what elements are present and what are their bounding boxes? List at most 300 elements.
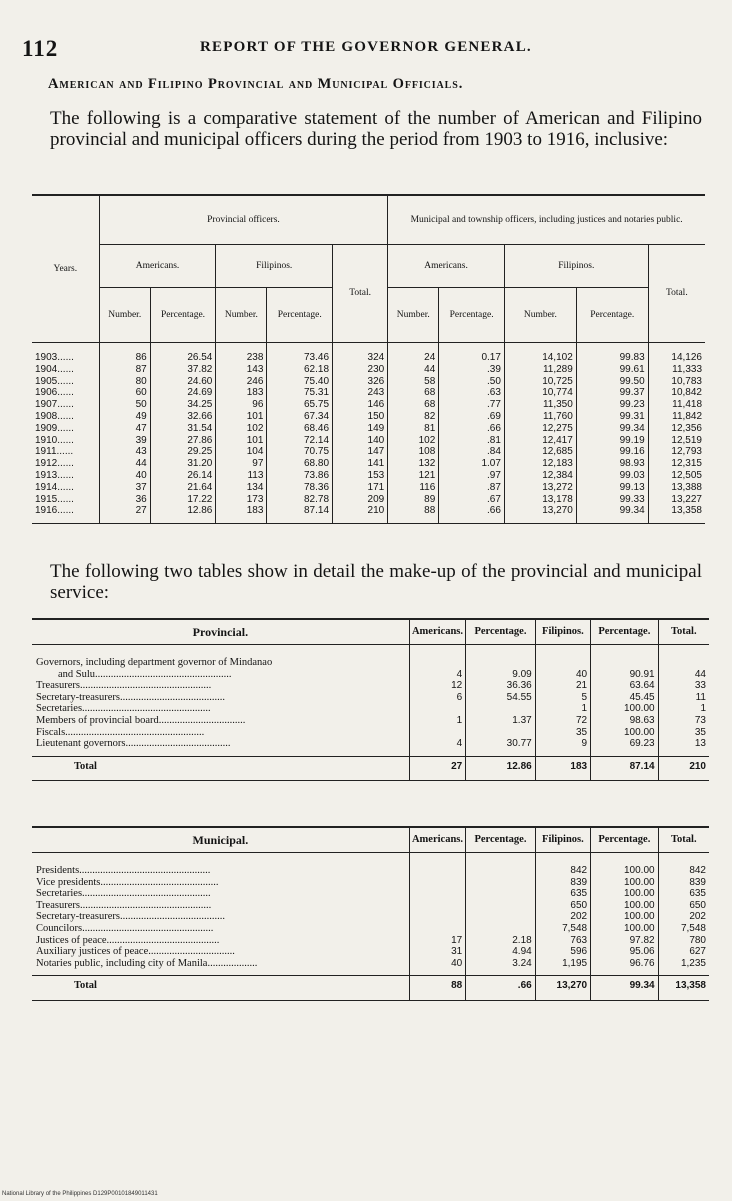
table-cell: 99.61 xyxy=(619,363,645,375)
table-cell: 202 xyxy=(689,911,706,923)
provincial-header: Provincial. xyxy=(32,619,409,645)
row-label: Auxiliary justices of peace................................. xyxy=(36,946,235,958)
page-number: 112 xyxy=(22,36,59,61)
table-cell: 210 xyxy=(367,505,385,517)
provincial-service-table xyxy=(32,618,709,781)
table-cell: 44 xyxy=(424,363,436,375)
mun-total-col-header: Total. xyxy=(658,827,709,853)
prov-am-number-column xyxy=(99,343,150,524)
table-cell: 1,195 xyxy=(562,957,588,969)
row-label: Governors, including department governor of Mindanao xyxy=(36,657,273,668)
table-cell: 27.86 xyxy=(187,434,213,446)
table-cell: 99.34 xyxy=(619,422,645,434)
table-cell: 12,793 xyxy=(671,446,702,458)
table-cell xyxy=(469,923,532,935)
table-cell: 44 xyxy=(135,458,147,470)
table-cell xyxy=(469,727,532,739)
table-cell: 99.34 xyxy=(619,505,645,517)
table-cell: 12,505 xyxy=(671,469,702,481)
footer-watermark: National Library of the Philippines D129P00101849011431 xyxy=(2,1191,158,1197)
table-cell xyxy=(413,703,462,715)
mun-fil-percent-header: Percentage. xyxy=(576,288,648,343)
table-cell: 113 xyxy=(247,469,264,481)
table-cell: 100.00 xyxy=(624,911,655,923)
prov-fil-percent-header: Percentage. xyxy=(267,288,333,343)
prov-americans-column xyxy=(409,645,465,757)
row-label: Secretaries................................................. xyxy=(36,888,211,900)
table-cell: 1914...... xyxy=(35,481,74,493)
table-cell: 68.80 xyxy=(304,458,330,470)
table-cell: .66 xyxy=(487,505,501,517)
table-cell: 183 xyxy=(246,387,264,399)
table-row xyxy=(32,645,709,757)
table-cell: 86 xyxy=(135,352,147,363)
spacer xyxy=(662,657,706,669)
table-cell: 95.06 xyxy=(629,946,655,958)
table-cell: 1915...... xyxy=(35,493,74,505)
table-cell: 147 xyxy=(367,446,385,458)
table-cell: 101 xyxy=(246,410,264,422)
table-cell: 33 xyxy=(694,680,706,692)
table-cell: 75.40 xyxy=(304,375,330,387)
table-cell: 1 xyxy=(456,714,463,726)
total-fil-percent: 87.14 xyxy=(591,756,658,781)
table-cell: 40 xyxy=(135,469,147,481)
total-am-percent: 12.86 xyxy=(466,756,536,781)
total-americans: 88 xyxy=(409,976,465,1001)
table-cell: 87.14 xyxy=(304,505,330,517)
table-cell: 134 xyxy=(246,481,264,493)
table-cell: 37.82 xyxy=(187,363,213,375)
table-cell: .84 xyxy=(487,446,501,458)
table-cell: 99.03 xyxy=(619,469,645,481)
table-cell: 635 xyxy=(570,888,588,900)
prov-percent2-col-header: Percentage. xyxy=(591,619,658,645)
spacer xyxy=(413,657,462,669)
prov-americans-header: Americans. xyxy=(99,245,216,288)
table-cell: 11 xyxy=(695,691,706,703)
table-cell: 141 xyxy=(367,458,385,470)
table-cell: 40 xyxy=(575,668,588,680)
table-cell: 132 xyxy=(418,458,436,470)
section-title: American and Filipino Provincial and Municipal Officials. xyxy=(48,76,464,92)
table-cell: 202 xyxy=(570,911,588,923)
prov-am-percent-header: Percentage. xyxy=(150,288,216,343)
table-cell: 1 xyxy=(581,703,588,715)
table-cell: 36 xyxy=(135,493,147,505)
spacer xyxy=(539,657,587,669)
table-cell: 238 xyxy=(246,352,264,363)
table-cell: 12.86 xyxy=(187,505,213,517)
table-cell: 29.25 xyxy=(187,446,213,458)
table-cell: 100.00 xyxy=(624,899,655,911)
table-cell: 99.16 xyxy=(619,446,645,458)
intro-paragraph: The following is a comparative statement of the number of American and Filipino provincial and municipal officers during the period from 1903 to 1916, inclusive: xyxy=(50,108,702,150)
table-cell: 11,418 xyxy=(672,399,702,411)
spacer xyxy=(469,657,532,669)
table-cell: 12,417 xyxy=(542,434,573,446)
table-cell: 100.00 xyxy=(624,865,655,876)
table-cell: .39 xyxy=(487,363,501,375)
table-cell: 1 xyxy=(700,703,706,715)
row-label: Treasurers.................................................. xyxy=(36,899,212,911)
table-cell: 13,227 xyxy=(671,493,702,505)
table-cell: 9.09 xyxy=(512,668,532,680)
table-cell: 26.54 xyxy=(187,352,213,363)
row-label: Notaries public, including city of Manila................... xyxy=(36,957,258,969)
table-cell: 650 xyxy=(689,899,706,911)
prov-total-column xyxy=(658,645,709,757)
prov-am-number-header: Number. xyxy=(99,288,150,343)
table-cell: 12,356 xyxy=(671,422,702,434)
table-cell: 627 xyxy=(689,946,706,958)
table-cell: 90.91 xyxy=(629,668,655,680)
total-am-percent: .66 xyxy=(466,976,536,1001)
table-cell: 12,275 xyxy=(542,422,573,434)
prov-total-column xyxy=(333,343,388,524)
row-label: Lieutenant governors........................................ xyxy=(36,738,231,750)
table-cell: 121 xyxy=(418,469,436,481)
table-cell: 13,388 xyxy=(671,481,702,493)
total-americans: 27 xyxy=(409,756,465,781)
table-cell: 1.07 xyxy=(481,458,501,470)
table-cell: 0.17 xyxy=(481,352,501,363)
table-cell: 40 xyxy=(451,957,463,969)
intro-paragraph-2: The following two tables show in detail the make-up of the provincial and municipal service: xyxy=(50,561,702,603)
table-cell: 73.46 xyxy=(304,352,330,363)
prov-filipinos-col-header: Filipinos. xyxy=(535,619,590,645)
mun-am-number-header: Number. xyxy=(388,288,439,343)
table-cell: 13,270 xyxy=(542,505,573,517)
row-label-continued: and Sulu.................................................... xyxy=(58,668,232,680)
table-cell: 13,178 xyxy=(542,493,573,505)
table-cell: 324 xyxy=(367,352,385,363)
table-cell: 68 xyxy=(424,387,436,399)
total-label: Total xyxy=(32,756,409,781)
table-cell: 30.77 xyxy=(506,738,532,750)
table-cell: 98.63 xyxy=(629,714,655,726)
table-cell: 63.64 xyxy=(629,680,655,692)
row-label: Justices of peace........................................... xyxy=(36,934,220,946)
table-cell: 13,358 xyxy=(671,505,702,517)
table-cell: 62.18 xyxy=(304,363,330,375)
table-cell: 116 xyxy=(419,481,436,493)
table-cell: 14,102 xyxy=(542,352,573,363)
years-header: Years. xyxy=(32,195,99,343)
total-fil-percent: 99.34 xyxy=(591,976,658,1001)
prov-am-percent-column xyxy=(150,343,216,524)
municipal-header: Municipal. xyxy=(32,827,409,853)
total-filipinos: 13,270 xyxy=(535,976,590,1001)
table-cell: 75.31 xyxy=(304,387,330,399)
table-cell: 100.00 xyxy=(624,876,655,888)
table-cell: 99.37 xyxy=(619,387,645,399)
table-cell: 68 xyxy=(424,399,436,411)
table-cell xyxy=(469,911,532,923)
table-cell: 11,842 xyxy=(672,410,702,422)
table-cell: 11,289 xyxy=(542,363,573,375)
table-cell: 1907...... xyxy=(35,399,74,411)
table-cell: 12,384 xyxy=(542,469,573,481)
table-cell: 65.75 xyxy=(304,399,330,411)
table-cell: 1905...... xyxy=(35,375,74,387)
table-cell: 10,842 xyxy=(671,387,702,399)
table-cell: 100.00 xyxy=(624,888,655,900)
table-cell: 10,774 xyxy=(542,387,573,399)
table-cell: 763 xyxy=(570,934,588,946)
table-cell: 173 xyxy=(246,493,264,505)
table-cell: 43 xyxy=(135,446,147,458)
table-row xyxy=(32,853,709,976)
table-cell: 31 xyxy=(451,946,463,958)
table-cell: 140 xyxy=(367,434,385,446)
row-label: Secretaries................................................. xyxy=(36,703,211,715)
spacer xyxy=(594,657,654,669)
table-cell: 12 xyxy=(451,680,463,692)
table-cell: 47 xyxy=(135,422,147,434)
table-cell: 102 xyxy=(246,422,264,434)
table-cell: 89 xyxy=(424,493,436,505)
table-cell: 1910...... xyxy=(35,434,74,446)
table-cell: 11,350 xyxy=(542,399,573,411)
table-cell xyxy=(469,888,532,900)
table-cell: 1.37 xyxy=(512,714,532,726)
table-cell: 99.33 xyxy=(619,493,645,505)
table-cell: 839 xyxy=(570,876,588,888)
table-cell: 11,760 xyxy=(542,410,573,422)
mun-filipinos-col-header: Filipinos. xyxy=(535,827,590,853)
row-label: Members of provincial board................................. xyxy=(36,714,246,726)
table-cell: 100.00 xyxy=(624,726,655,738)
row-label: Treasurers.................................................. xyxy=(36,680,212,692)
mun-percent2-col-header: Percentage. xyxy=(591,827,658,853)
provincial-officers-header: Provincial officers. xyxy=(99,195,388,245)
table-cell: 1913...... xyxy=(35,469,74,481)
table-cell: 635 xyxy=(689,888,706,900)
table-cell: 73 xyxy=(694,714,706,726)
row-label: Councilors.................................................. xyxy=(36,922,214,934)
table-cell: 171 xyxy=(367,481,385,493)
table-cell: 45.45 xyxy=(629,691,655,703)
table-cell: 326 xyxy=(367,375,385,387)
table-cell: 67.34 xyxy=(304,410,330,422)
table-cell: 73.86 xyxy=(304,469,330,481)
prov-filipinos-column xyxy=(535,645,590,757)
table-cell: 842 xyxy=(570,865,588,876)
table-cell: 99.31 xyxy=(619,410,645,422)
table-cell: 39 xyxy=(135,434,147,446)
prov-am-percent-column xyxy=(466,645,536,757)
table-cell: 1916...... xyxy=(35,505,74,517)
table-cell: 108 xyxy=(418,446,436,458)
table-cell: 842 xyxy=(689,865,706,876)
table-cell: 243 xyxy=(367,387,385,399)
table-cell: 100.00 xyxy=(624,922,655,934)
table-cell: 1906...... xyxy=(35,387,74,399)
table-cell xyxy=(413,923,462,935)
table-cell xyxy=(469,865,532,877)
table-cell xyxy=(469,877,532,889)
table-cell: 99.13 xyxy=(619,481,645,493)
mun-filipinos-column xyxy=(535,853,590,976)
table-cell: 24 xyxy=(424,352,436,363)
mun-percent-col-header: Percentage. xyxy=(466,827,536,853)
table-cell: 26.14 xyxy=(187,469,213,481)
table-cell: 35 xyxy=(694,726,706,738)
table-cell: 7,548 xyxy=(562,922,588,934)
table-cell: 34.25 xyxy=(187,399,213,411)
table-cell: 1,235 xyxy=(680,957,706,969)
table-cell: .50 xyxy=(487,375,501,387)
table-cell: 146 xyxy=(367,399,385,411)
prov-total-col-header: Total. xyxy=(658,619,709,645)
mun-am-percent-header: Percentage. xyxy=(439,288,505,343)
row-label: Fiscals..................................................... xyxy=(36,726,205,738)
table-cell: 70.75 xyxy=(304,446,330,458)
table-cell: 69.23 xyxy=(629,738,655,750)
table-cell: 780 xyxy=(689,934,706,946)
table-cell: 149 xyxy=(367,422,385,434)
mun-americans-column xyxy=(409,853,465,976)
total-row xyxy=(32,756,709,781)
table-cell xyxy=(413,900,462,912)
mun-am-percent-column xyxy=(466,853,536,976)
table-cell: .81 xyxy=(487,434,501,446)
table-cell: .77 xyxy=(487,399,501,411)
table-cell: 99.83 xyxy=(619,352,645,363)
mun-am-number-column xyxy=(388,343,439,524)
prov-filipinos-header: Filipinos. xyxy=(216,245,333,288)
table-cell: 596 xyxy=(570,946,588,958)
table-cell: 97 xyxy=(252,458,264,470)
table-cell: 87 xyxy=(135,363,147,375)
prov-percent-col-header: Percentage. xyxy=(466,619,536,645)
prov-fil-number-header: Number. xyxy=(216,288,267,343)
mun-filipinos-header: Filipinos. xyxy=(504,245,648,288)
table-cell: 1903...... xyxy=(35,352,74,363)
mun-americans-col-header: Americans. xyxy=(409,827,465,853)
table-cell: 98.93 xyxy=(619,458,645,470)
table-cell: 68.46 xyxy=(304,422,330,434)
table-cell: 9 xyxy=(581,738,588,750)
table-cell: .97 xyxy=(487,469,501,481)
mun-total-column xyxy=(658,853,709,976)
table-cell: 99.23 xyxy=(619,399,645,411)
table-cell: 1909...... xyxy=(35,422,74,434)
table-cell: 7,548 xyxy=(680,922,706,934)
table-cell: 230 xyxy=(367,363,385,375)
table-cell: .87 xyxy=(487,481,501,493)
table-cell xyxy=(469,703,532,715)
table-cell xyxy=(413,877,462,889)
table-cell: 31.54 xyxy=(187,422,213,434)
table-cell: .67 xyxy=(487,493,501,505)
table-cell: 1904...... xyxy=(35,363,74,375)
table-cell: 12,183 xyxy=(542,458,573,470)
table-cell: 1908...... xyxy=(35,410,74,422)
table-cell: 99.50 xyxy=(619,375,645,387)
table-cell: 104 xyxy=(246,446,264,458)
mun-total-header: Total. xyxy=(648,245,705,343)
table-cell: 97.82 xyxy=(629,934,655,946)
table-cell: 17.22 xyxy=(187,493,213,505)
municipal-labels-column xyxy=(32,853,409,976)
table-cell xyxy=(413,888,462,900)
table-cell: 78.36 xyxy=(304,481,330,493)
table-cell: 4 xyxy=(456,668,463,680)
table-cell: .63 xyxy=(487,387,501,399)
table-cell: 12,685 xyxy=(542,446,573,458)
table-cell: 101 xyxy=(246,434,264,446)
prov-americans-col-header: Americans. xyxy=(409,619,465,645)
mun-fil-number-column xyxy=(504,343,576,524)
table-cell: 32.66 xyxy=(187,410,213,422)
table-cell: 17 xyxy=(451,934,463,946)
table-cell: 21 xyxy=(575,680,588,692)
mun-fil-percent-column xyxy=(591,853,658,976)
table-cell: 100.00 xyxy=(624,703,655,715)
mun-total-column xyxy=(648,343,705,524)
table-cell: 6 xyxy=(456,691,463,703)
table-cell: 839 xyxy=(689,876,706,888)
table-cell: 2.18 xyxy=(512,934,532,946)
table-cell: 4 xyxy=(456,738,463,750)
total-filipinos: 183 xyxy=(535,756,590,781)
total-total: 210 xyxy=(658,756,709,781)
table-cell: 96.76 xyxy=(629,957,655,969)
table-cell: 5 xyxy=(581,691,588,703)
table-cell: 99.19 xyxy=(619,434,645,446)
table-cell: 183 xyxy=(246,505,264,517)
table-cell: 246 xyxy=(246,375,264,387)
table-cell: 13,272 xyxy=(542,481,573,493)
years-column xyxy=(32,343,99,524)
prov-fil-number-column xyxy=(216,343,267,524)
mun-fil-number-header: Number. xyxy=(504,288,576,343)
table-cell: 88 xyxy=(424,505,436,517)
mun-fil-percent-column xyxy=(576,343,648,524)
mun-am-percent-column xyxy=(439,343,505,524)
table-cell: 44 xyxy=(694,668,706,680)
total-row xyxy=(32,976,709,1001)
mun-americans-header: Americans. xyxy=(388,245,505,288)
table-cell: 10,783 xyxy=(671,375,702,387)
table-row xyxy=(32,343,705,524)
table-cell: 209 xyxy=(367,493,385,505)
row-label: Vice presidents............................................. xyxy=(36,876,219,888)
table-cell: 10,725 xyxy=(542,375,573,387)
prov-fil-percent-column xyxy=(267,343,333,524)
comparative-officers-table xyxy=(32,194,705,524)
table-cell: 650 xyxy=(570,899,588,911)
prov-fil-percent-column xyxy=(591,645,658,757)
table-cell: 81 xyxy=(424,422,436,434)
table-cell: 12,315 xyxy=(671,458,702,470)
table-cell xyxy=(469,900,532,912)
total-total: 13,358 xyxy=(658,976,709,1001)
municipal-officers-header: Municipal and township officers, including justices and notaries public. xyxy=(388,195,705,245)
row-label: Secretary-treasurers........................................ xyxy=(36,911,225,923)
running-head: REPORT OF THE GOVERNOR GENERAL. xyxy=(200,39,532,55)
table-cell: 54.55 xyxy=(506,691,532,703)
table-cell: 150 xyxy=(367,410,385,422)
table-cell: .66 xyxy=(487,422,501,434)
prov-total-header: Total. xyxy=(333,245,388,343)
page-header xyxy=(22,36,712,60)
table-cell: 21.64 xyxy=(187,481,213,493)
municipal-service-table xyxy=(32,826,709,1001)
table-cell: 37 xyxy=(135,481,147,493)
